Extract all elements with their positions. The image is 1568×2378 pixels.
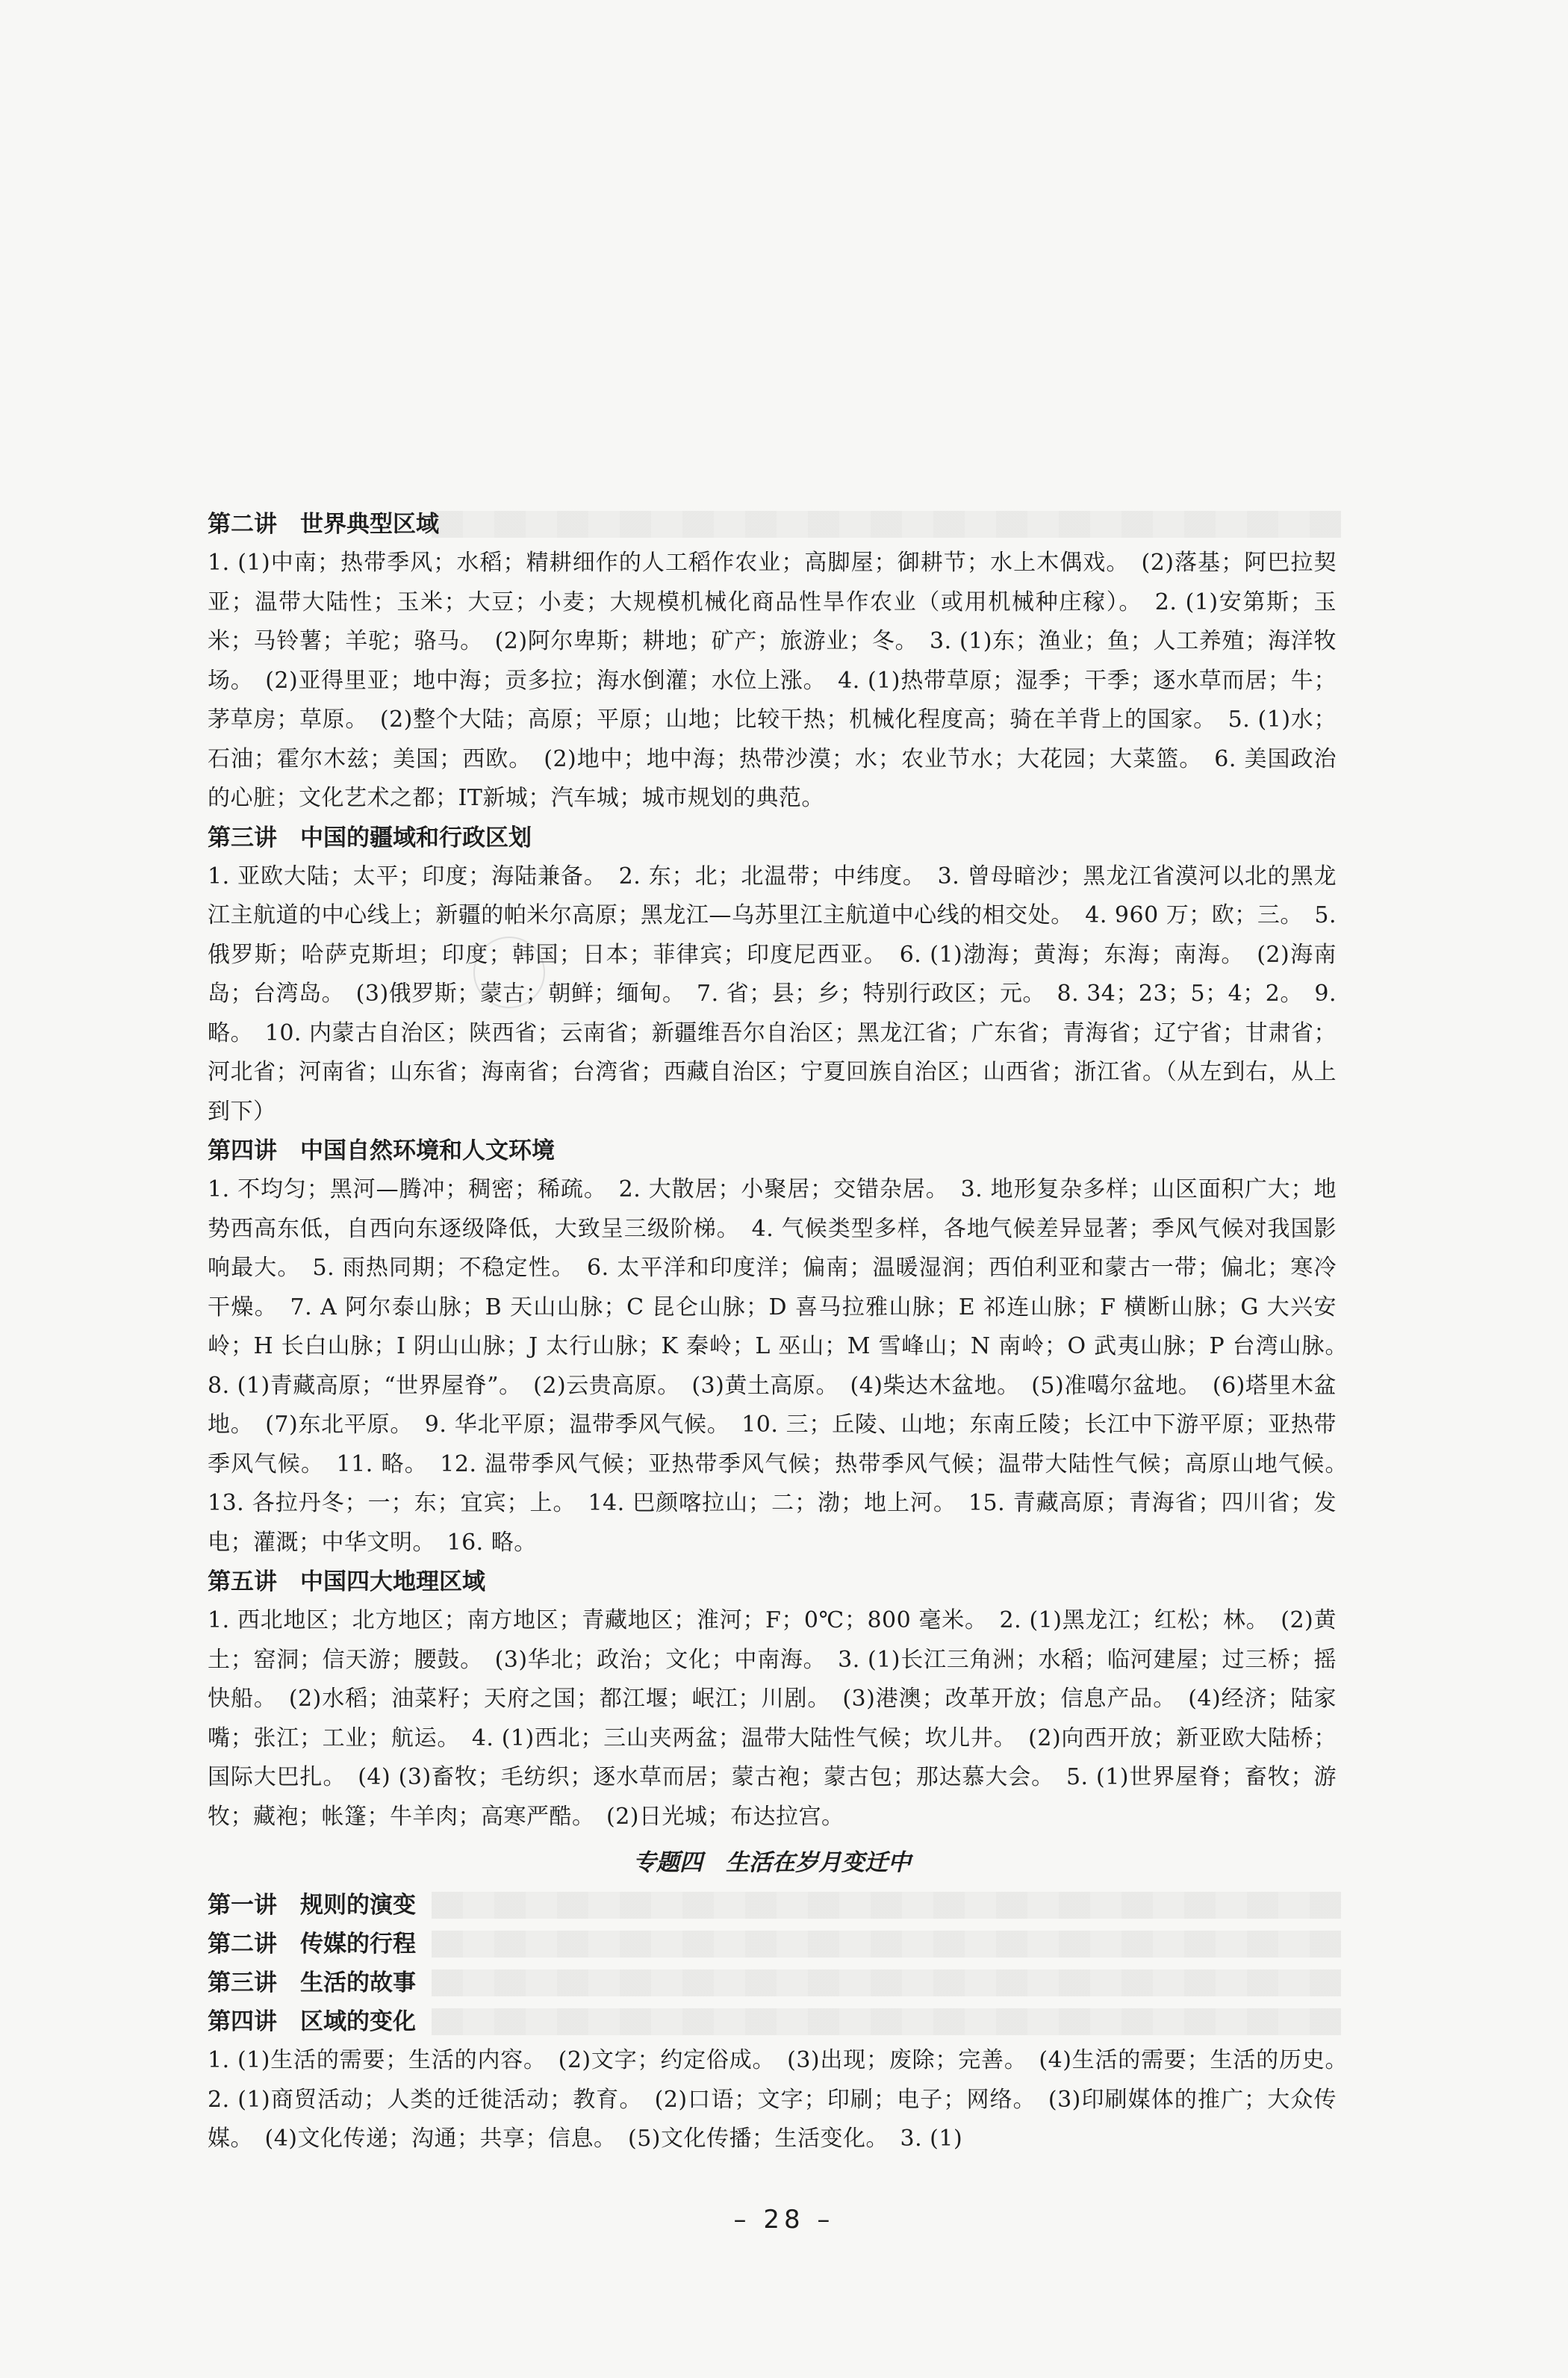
section-heading-lecture-3: 第三讲 中国的疆域和行政区划 bbox=[208, 824, 532, 851]
section-heading-lecture-5: 第五讲 中国四大地理区域 bbox=[208, 1568, 485, 1595]
topic-title: 专题四 生活在岁月变迁中 bbox=[633, 1849, 911, 1876]
answer-page bbox=[208, 505, 1360, 2159]
heading-band bbox=[432, 511, 1341, 538]
topic-lecture-2: 第二讲 传媒的行程 bbox=[208, 1925, 1337, 1963]
section-body-lecture-3: 1. 亚欧大陆；太平；印度；海陆兼备。 2. 东；北；北温带；中纬度。 3. 曾母暗沙；黑龙江省漠河以北的黑龙江主航道的中心线上；新疆的帕米尔高原；黑龙江—乌苏里江主航道中心线的相交处。 4. 960 万；欧；三。 5. 俄罗斯；哈萨克斯坦；印度；韩国；日本；菲律宾；印度尼西亚。 6. (1)渤海；黄海；东海；南海。 (2)海南岛；台湾岛。 (3)俄罗斯；蒙古；朝鲜；缅甸。 7. 省；县；乡；特别行政区；元。 8. 34；23；5；4；2。 9. 略。 10. 内蒙古自治区；陕西省；云南省；新疆维吾尔自治区；黑龙江省；广东省；青海省；辽宁省；甘肃省；河北省；河南省；山东省；海南省；台湾省；西藏自治区；宁夏回族自治区；山西省；浙江省。（从左到右，从上到下） bbox=[208, 863, 1337, 1125]
section-body-lecture-2: 1. (1)中南；热带季风；水稻；精耕细作的人工稻作农业；高脚屋；御耕节；水上木偶戏。 (2)落基；阿巴拉契亚；温带大陆性；玉米；大豆；小麦；大规模机械化商品性旱作农业（或用机械种庄稼）。 2. (1)安第斯；玉米；马铃薯；羊驼；骆马。 (2)阿尔卑斯；耕地；矿产；旅游业；冬。 3. (1)东；渔业；鱼；人工养殖；海洋牧场。 (2)亚得里亚；地中海；贡多拉；海水倒灌；水位上涨。 4. (1)热带草原；湿季；干季；逐水草而居；牛；茅草房；草原。 (2)整个大陆；高原；平原；山地；比较干热；机械化程度高；骑在羊背上的国家。 5. (1)水；石油；霍尔木兹；美国；西欧。 (2)地中；地中海；热带沙漠；水；农业节水；大花园；大菜篮。 6. 美国政治的心脏；文化艺术之都；IT新城；汽车城；城市规划的典范。 bbox=[208, 550, 1337, 811]
heading-band bbox=[432, 1892, 1341, 1919]
topic-lecture-4: 第四讲 区域的变化 bbox=[208, 2002, 1337, 2041]
section-body-lecture-4: 1. 不均匀；黑河—腾冲；稠密；稀疏。 2. 大散居；小聚居；交错杂居。 3. 地形复杂多样；山区面积广大；地势西高东低，自西向东逐级降低，大致呈三级阶梯。 4. 气候类型多样，各地气候差异显著；季风气候对我国影响最大。 5. 雨热同期；不稳定性。 6. 太平洋和印度洋；偏南；温暖湿润；西伯利亚和蒙古一带；偏北；寒冷干燥。 7. A 阿尔泰山脉；B 天山山脉；C 昆仑山脉；D 喜马拉雅山脉；E 祁连山脉；F 横断山脉；G 大兴安岭；H 长白山脉；I 阴山山脉；J 太行山脉；K 秦岭；L 巫山；M 雪峰山；N 南岭；O 武夷山脉；P 台湾山脉。 8. (1)青藏高原；“世界屋脊”。 (2)云贵高原。 (3)黄土高原。 (4)柴达木盆地。 (5)准噶尔盆地。 (6)塔里木盆地。 (7)东北平原。 9. 华北平原；温带季风气候。 10. 三；丘陵、山地；东南丘陵；长江中下游平原；亚热带季风气候。 11. 略。 12. 温带季风气候；亚热带季风气候；热带季风气候；温带大陆性气候；高原山地气候。 13. 各拉丹冬；一；东；宜宾；上。 14. 巴颜喀拉山；二；渤；地上河。 15. 青藏高原；青海省；四川省；发电；灌溉；中华文明。 16. 略。 bbox=[208, 1176, 1360, 1556]
page-number: – 28 – bbox=[733, 2205, 835, 2235]
heading-band bbox=[432, 1969, 1341, 1996]
topic-lecture-1: 第一讲 规则的演变 bbox=[208, 1886, 1337, 1925]
topic-lecture-3: 第三讲 生活的故事 bbox=[208, 1963, 1337, 2002]
heading-band bbox=[432, 2008, 1341, 2035]
heading-band bbox=[432, 1931, 1341, 1958]
section-heading-lecture-4: 第四讲 中国自然环境和人文环境 bbox=[208, 1137, 555, 1164]
section-body-lecture-5: 1. 西北地区；北方地区；南方地区；青藏地区；淮河；F；0℃；800 毫米。 2. (1)黑龙江；红松；林。 (2)黄土；窑洞；信天游；腰鼓。 (3)华北；政治；文化；中南海。 3. (1)长江三角洲；水稻；临河建屋；过三桥；摇快船。 (2)水稻；油菜籽；天府之国；都江堰；岷江；川剧。 (3)港澳；改革开放；信息产品。 (4)经济；陆家嘴；张江；工业；航运。 4. (1)西北；三山夹两盆；温带大陆性气候；坎儿井。 (2)向西开放；新亚欧大陆桥；国际大巴扎。 (4) (3)畜牧；毛纺织；逐水草而居；蒙古袍；蒙古包；那达慕大会。 5. (1)世界屋脊；畜牧；游牧；藏袍；帐篷；牛羊肉；高寒严酷。 (2)日光城；布达拉宫。 bbox=[208, 1607, 1337, 1830]
section-heading-lecture-2: 第二讲 世界典型区域 bbox=[208, 505, 1337, 544]
topic-body: 1. (1)生活的需要；生活的内容。 (2)文字；约定俗成。 (3)出现；废除；完善。 (4)生活的需要；生活的历史。 2. (1)商贸活动；人类的迁徙活动；教育。 (2)口语；文字；印刷；电子；网络。 (3)印刷媒体的推广；大众传媒。 (4)文化传递；沟通；共享；信息。 (5)文化传播；生活变化。 3. (1) bbox=[208, 2047, 1360, 2152]
